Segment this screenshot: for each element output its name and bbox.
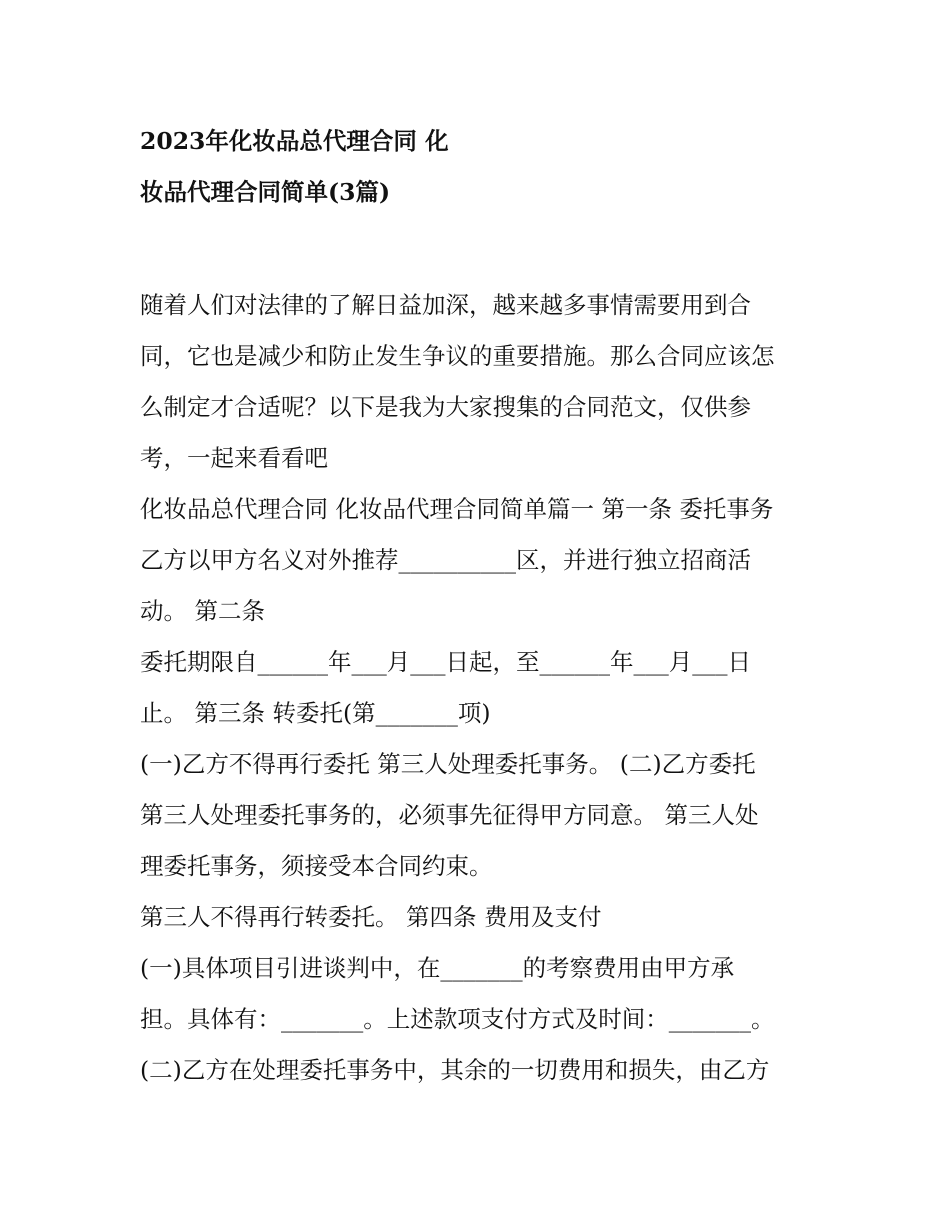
- body-line: (一)乙方不得再行委托 第三人处理委托事务。 (二)乙方委托: [140, 750, 756, 778]
- body-line: (一)具体项目引进谈判中，在_______的考察费用由甲方承: [140, 954, 735, 982]
- title-line: 2023年化妆品总代理合同 化: [140, 127, 449, 155]
- body-line: 同，它也是减少和防止发生争议的重要措施。那么合同应该怎: [140, 342, 775, 370]
- body-line: 随着人们对法律的了解日益加深，越来越多事情需要用到合: [140, 291, 751, 319]
- body-line: 止。 第三条 转委托(第_______项): [140, 699, 491, 727]
- body-line: 委托期限自______年___月___日起，至______年___月___日: [140, 648, 751, 676]
- body-line: 么制定才合适呢？以下是我为大家搜集的合同范文，仅供参: [140, 393, 751, 421]
- body-line: 第三人不得再行转委托。 第四条 费用及支付: [140, 903, 602, 931]
- body-line: 第三人处理委托事务的，必须事先征得甲方同意。 第三人处: [140, 801, 759, 829]
- body-line: (二)乙方在处理委托事务中，其余的一切费用和损失，由乙方: [140, 1056, 770, 1084]
- body-line: 担。具体有：_______。上述款项支付方式及时间：_______。: [140, 1005, 775, 1033]
- body-line: 动。 第二条: [140, 597, 265, 625]
- document-title: [140, 116, 820, 218]
- body-line: 化妆品总代理合同 化妆品代理合同简单篇一 第一条 委托事务: [140, 495, 774, 523]
- body-line: 理委托事务，须接受本合同约束。: [140, 852, 493, 880]
- document-body: [140, 280, 830, 1096]
- body-line: 乙方以甲方名义对外推荐__________区，并进行独立招商活: [140, 546, 751, 574]
- body-line: 考，一起来看看吧: [140, 444, 328, 472]
- title-line: 妆品代理合同简单(3篇): [140, 178, 391, 206]
